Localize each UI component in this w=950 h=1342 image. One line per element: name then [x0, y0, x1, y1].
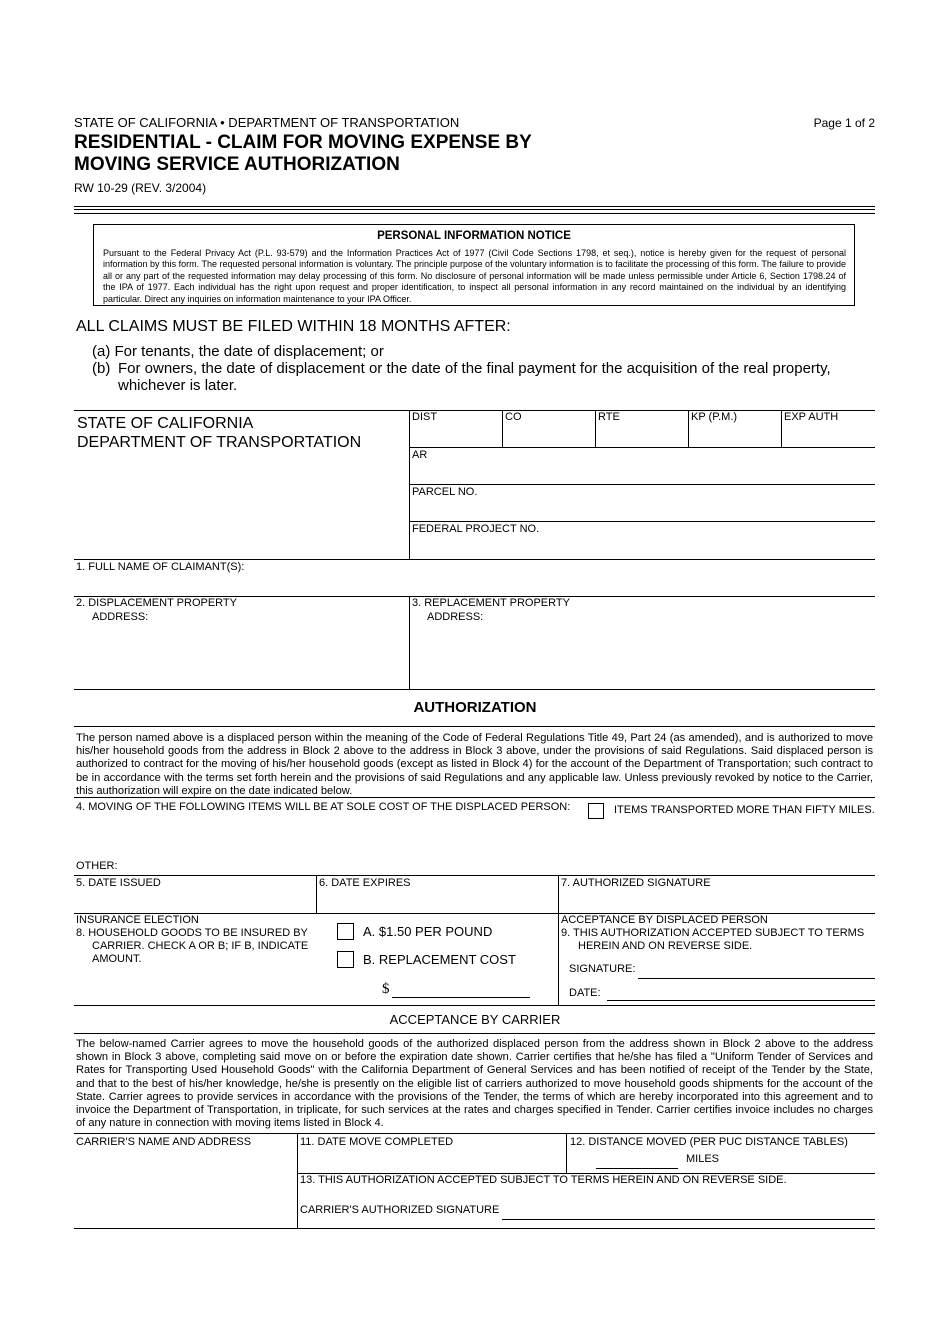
authorization-heading: AUTHORIZATION — [413, 699, 537, 716]
parcel-field[interactable] — [410, 485, 875, 521]
item4-field[interactable] — [74, 820, 875, 858]
distance-label: 12. DISTANCE MOVED (PER PUC DISTANCE TABLES) — [570, 1136, 848, 1148]
header-divider-3 — [74, 213, 875, 214]
claims-item-a: (a) For tenants, the date of displacement; or — [92, 343, 384, 360]
form-title-line2: MOVING SERVICE AUTHORIZATION — [74, 154, 400, 175]
authorized-signature-field[interactable] — [559, 891, 875, 912]
insurance-text-2: CARRIER. CHECK A OR B; IF B, INDICATE — [92, 940, 309, 952]
signature-label: SIGNATURE: — [569, 963, 636, 975]
co-label: CO — [505, 411, 522, 423]
page-number: Page 1 of 2 — [813, 116, 875, 130]
carrier-divider-2 — [566, 1133, 567, 1173]
authorization-top — [74, 726, 875, 727]
privacy-notice-box — [93, 224, 855, 306]
exp-auth-field[interactable] — [782, 411, 875, 447]
other-label: OTHER: — [76, 860, 118, 872]
date-completed-label: 11. DATE MOVE COMPLETED — [300, 1136, 454, 1148]
date-issued-label: 5. DATE ISSUED — [76, 877, 161, 889]
acceptance-text-2: HEREIN AND ON REVERSE SIDE. — [578, 940, 753, 952]
displacement-address-label-1: 2. DISPLACEMENT PROPERTY — [76, 597, 237, 609]
item13-label: 13. THIS AUTHORIZATION ACCEPTED SUBJECT TO TERMS HEREIN AND ON REVERSE SIDE. — [300, 1174, 787, 1186]
carrier-heading: ACCEPTANCE BY CARRIER — [389, 1012, 561, 1027]
header-divider-2 — [74, 209, 875, 210]
displacement-address-field[interactable] — [74, 626, 408, 688]
claimant-label: 1. FULL NAME OF CLAIMANT(S): — [76, 561, 245, 573]
date-issued-field[interactable] — [74, 891, 315, 912]
date-expires-label: 6. DATE EXPIRES — [319, 877, 411, 889]
header-divider-1 — [74, 206, 875, 207]
carrier-text: The below-named Carrier agrees to move the household goods of the authorized displaced person from the address shown in Block 2 above to the address shown in Block 3 above, completing said move on or before the expiration date shown. Carrier certifies that he/she has filed a "Uniform Tender of Services and Rates for Transporting Used Household Goods" with the California Department of General Services and has been notified of receipt of the Tender by the State, and that to the best of his/her knowledge, he/she is presently on the eligible list of carriers authorized to move household goods shipments for the account of the State. Carrier agrees to provide services in accordance with the provisions of the Tender, the terms of which are hereby incorporated into this agreement and to invoice the Department of Transportation, in triplicate, for such services at the rates and charges specified in Tender. Carrier certifies invoice includes no charges of any nature in connection with moving items listed in Block 4. — [76, 1038, 873, 1130]
address-bottom — [74, 689, 875, 690]
fifty-miles-label: ITEMS TRANSPORTED MORE THAN FIFTY MILES. — [614, 804, 875, 816]
agency-block-line2: DEPARTMENT OF TRANSPORTATION — [77, 434, 362, 451]
replacement-address-label-2: ADDRESS: — [427, 611, 484, 623]
insurance-text-3: AMOUNT. — [92, 953, 142, 965]
claims-item-b-marker: (b) — [92, 360, 111, 377]
agency-header: STATE OF CALIFORNIA • DEPARTMENT OF TRANSPORTATION — [74, 115, 460, 130]
authorized-signature-label: 7. AUTHORIZED SIGNATURE — [561, 877, 711, 889]
date-completed-field[interactable] — [298, 1150, 565, 1172]
agency-block-top — [74, 410, 410, 411]
carrier-name-field[interactable] — [74, 1150, 296, 1226]
rte-label: RTE — [598, 411, 620, 423]
replacement-amount-field[interactable] — [392, 980, 530, 996]
signature-field[interactable] — [638, 960, 875, 977]
fifty-miles-checkbox[interactable] — [588, 803, 604, 819]
carrier-body-bottom — [74, 1133, 875, 1134]
form-title-line1: RESIDENTIAL - CLAIM FOR MOVING EXPENSE BY — [74, 132, 532, 153]
dist-label: DIST — [412, 411, 438, 423]
federal-project-label: FEDERAL PROJECT NO. — [412, 523, 540, 535]
replacement-amount-line — [392, 997, 530, 998]
carrier-top — [74, 1033, 875, 1034]
dist-field[interactable] — [410, 411, 502, 447]
insurance-text-1: 8. HOUSEHOLD GOODS TO BE INSURED BY — [76, 927, 308, 939]
option-a-checkbox[interactable] — [337, 923, 354, 940]
date-line — [607, 1000, 875, 1001]
acceptance-title: ACCEPTANCE BY DISPLACED PERSON — [561, 914, 768, 926]
signature-line — [638, 978, 875, 979]
displacement-address-label-2: ADDRESS: — [92, 611, 149, 623]
authorization-text: The person named above is a displaced person within the meaning of the Code of Federal Regulations Title 49, Part 24 (as amended), and is authorized to move his/her household goods from the address in Block 2 above to the address in Block 3 above, under the provisions of said Regulations. Said displaced person is authorized to contract for the moving of his/her household goods (except as listed in Block 4) for the account of the Department of Transportation; such contract to be in accordance with the terms set forth herein and the provisions of said Regulations and any applicable law. Unless previously revoked by notice to the Carrier, this authorization will expire on the date indicated below. — [76, 732, 873, 797]
carrier-bottom — [74, 1228, 875, 1229]
carrier-divider-1 — [297, 1133, 298, 1228]
carrier-signature-line — [502, 1219, 875, 1220]
date-expires-field[interactable] — [317, 891, 557, 912]
option-b-label: B. REPLACEMENT COST — [363, 952, 516, 967]
date-field[interactable] — [607, 983, 875, 999]
parcel-label: PARCEL NO. — [412, 486, 478, 498]
privacy-notice-title: PERSONAL INFORMATION NOTICE — [377, 230, 571, 242]
kp-field[interactable] — [689, 411, 781, 447]
federal-project-field[interactable] — [410, 522, 875, 559]
option-b-checkbox[interactable] — [337, 951, 354, 968]
carrier-name-label: CARRIER'S NAME AND ADDRESS — [76, 1136, 252, 1148]
claims-item-b: For owners, the date of displacement or the date of the final payment for the acquisition of the real property, whichever is later. — [118, 360, 831, 394]
carrier-signature-field[interactable] — [502, 1200, 875, 1218]
miles-label: MILES — [686, 1153, 720, 1165]
privacy-notice-text: Pursuant to the Federal Privacy Act (P.L. 93-579) and the Information Practices Act of 1977 (Civil Code Sections 1798, et seq.), notice is hereby given for the request of personal information by this form. The requested personal information is voluntary. The principle purpose of the voluntary information is to facilitate the processing of this form. The failure to provide all or any part of the requested information may delay processing of this form. No disclosure of personal information will be made unless permissible under Article 6, Section 1798.24 of the IPA of 1977. Each individual has the right upon request and proper identification, to inspect all personal information in any record maintained on the individual by an identifying particular. Direct any inquiries on information maintenance to your IPA Officer. — [103, 248, 846, 304]
insurance-bottom — [74, 1005, 875, 1006]
co-field[interactable] — [503, 411, 595, 447]
distance-field[interactable] — [596, 1150, 678, 1167]
distance-line — [596, 1168, 678, 1169]
authorization-body-bottom — [74, 797, 875, 798]
ar-field[interactable] — [410, 448, 875, 484]
carrier-signature-label: CARRIER'S AUTHORIZED SIGNATURE — [300, 1204, 500, 1216]
form-number: RW 10-29 (REV. 3/2004) — [74, 181, 207, 195]
rte-field[interactable] — [596, 411, 688, 447]
claimant-field[interactable] — [74, 575, 875, 595]
item4-label: 4. MOVING OF THE FOLLOWING ITEMS WILL BE AT SOLE COST OF THE DISPLACED PERSON: — [76, 801, 571, 813]
option-a-label: A. $1.50 PER POUND — [363, 924, 493, 939]
claims-deadline-heading: ALL CLAIMS MUST BE FILED WITHIN 18 MONTHS AFTER: — [76, 318, 511, 335]
acceptance-text-1: 9. THIS AUTHORIZATION ACCEPTED SUBJECT TO TERMS — [561, 927, 865, 939]
insurance-title: INSURANCE ELECTION — [76, 914, 199, 926]
dollar-sign: $ — [382, 981, 390, 997]
replacement-address-field[interactable] — [410, 626, 875, 688]
kp-label: KP (P.M.) — [691, 411, 738, 423]
date-label: DATE: — [569, 987, 601, 999]
codes-bottom — [74, 559, 875, 560]
ar-label: AR — [412, 449, 428, 461]
replacement-address-label-1: 3. REPLACEMENT PROPERTY — [412, 597, 570, 609]
exp-auth-label: EXP AUTH — [784, 411, 839, 423]
dates-top — [74, 875, 875, 876]
agency-block-line1: STATE OF CALIFORNIA — [77, 415, 254, 432]
